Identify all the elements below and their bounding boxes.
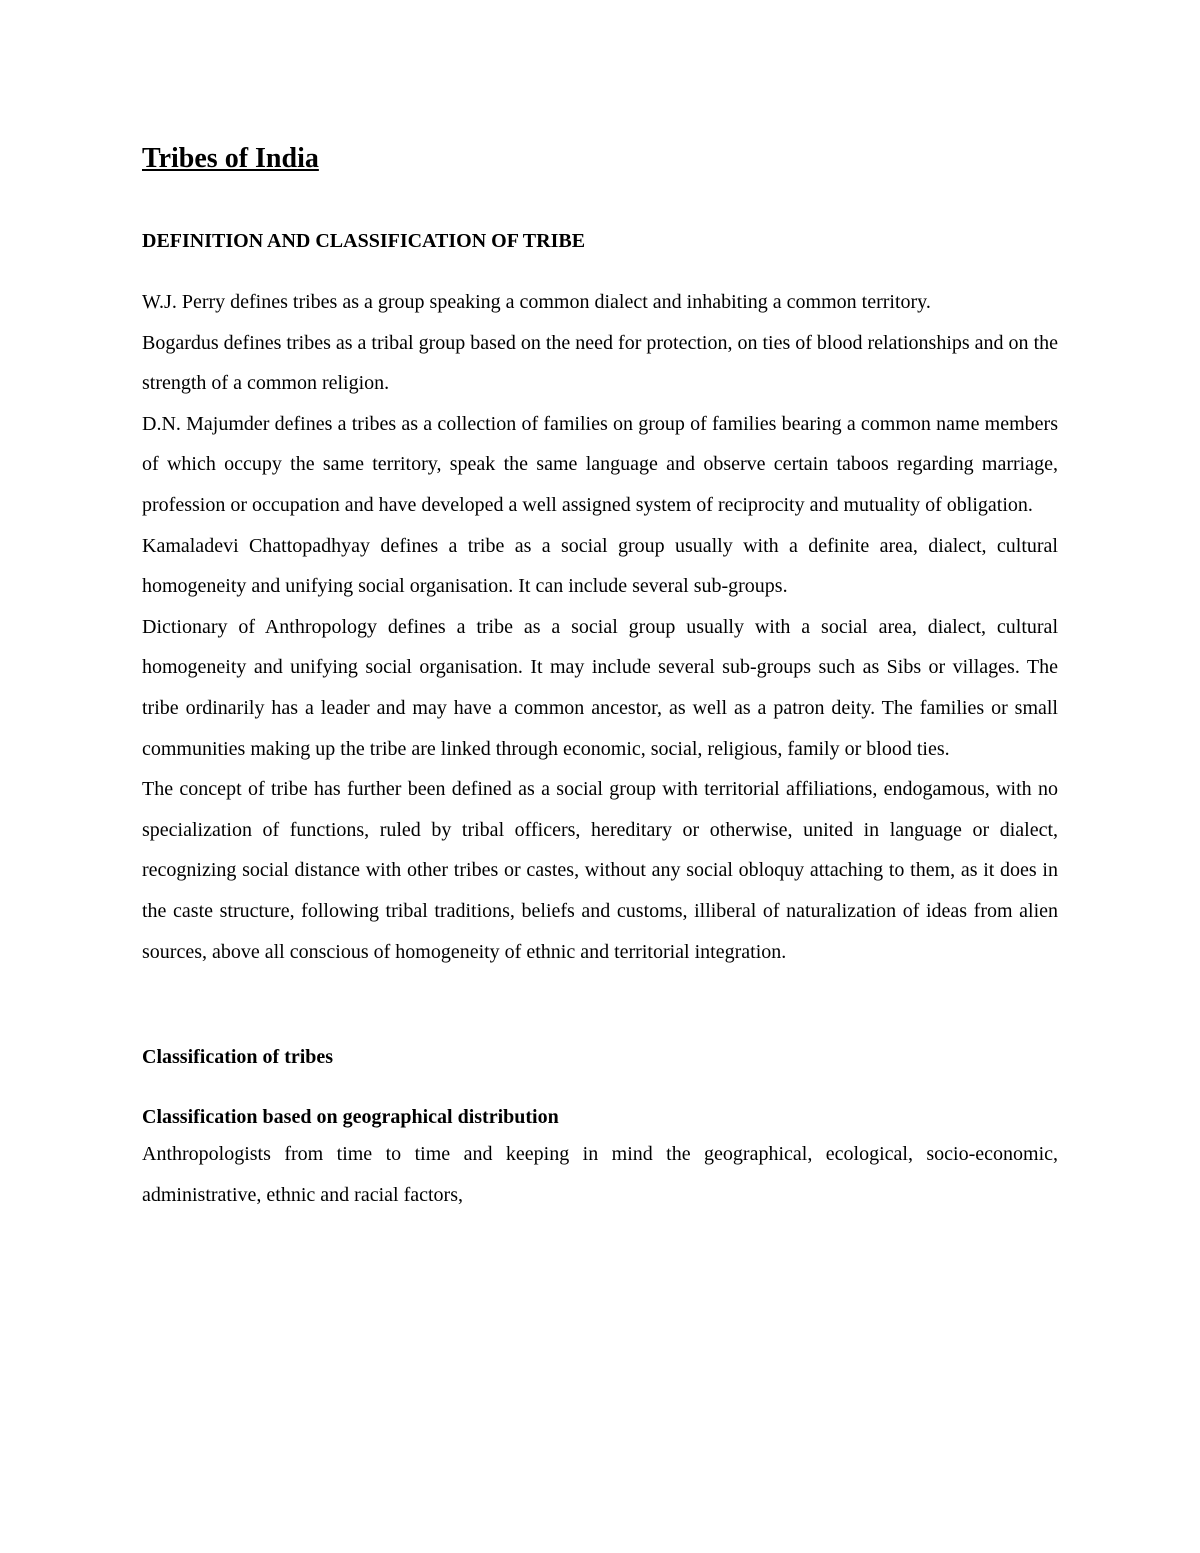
- section-heading-definition: DEFINITION AND CLASSIFICATION OF TRIBE: [142, 230, 586, 252]
- paragraph-bogardus: Bogardus defines tribes as a tribal group based on the need for protection, on ties of blood relationships and on the strength of a common religion.: [142, 331, 1058, 395]
- classification-heading: Classification of tribes: [142, 1046, 334, 1069]
- paragraph-majumder: D.N. Majumder defines a tribes as a collection of families on group of families bearing a common name members of which occupy the same territory, speak the same language and observe certain taboos regarding marriage, profession or occupation and have developed a well assigned system of reciprocity and mutuality of obligation.: [142, 412, 1058, 516]
- paragraph-chattopadhyay: Kamaladevi Chattopadhyay defines a tribe as a social group usually with a definite area, dialect, cultural homogeneity and unifying social organisation. It can include several sub-groups.: [142, 534, 1058, 598]
- paragraph-perry: W.J. Perry defines tribes as a group speaking a common dialect and inhabiting a common territory.: [142, 291, 931, 313]
- spacer: [142, 972, 1058, 1042]
- spacer: [142, 1072, 1058, 1102]
- paragraph-tribe-concept: The concept of tribe has further been defined as a social group with territorial affiliations, endogamous, with no specialization of functions, ruled by tribal officers, hereditary or otherwise, united in language or dialect, recognizing social distance with other tribes or castes, without any social obloquy attaching to them, as it does in the caste structure, following tribal traditions, beliefs and customs, illiberal of naturalization of ideas from alien sources, above all conscious of homogeneity of ethnic and territorial integration.: [142, 778, 1058, 963]
- paragraph-geo-classification: Anthropologists from time to time and keeping in mind the geographical, ecological, socio-economic, administrative, ethnic and racial factors,: [142, 1143, 1058, 1206]
- page-title: Tribes of India: [142, 143, 319, 174]
- paragraph-dictionary-anthropology: Dictionary of Anthropology defines a tribe as a social group usually with a social area, dialect, cultural homogeneity and unifying social organisation. It may include several sub-groups such as Sibs or villages. The tribe ordinarily has a leader and may have a common ancestor, as well as a patron deity. The families or small communities making up the tribe are linked through economic, social, religious, family or blood ties.: [142, 615, 1058, 760]
- document-page: [142, 140, 1058, 1215]
- geo-classification-heading: Classification based on geographical distribution: [142, 1106, 559, 1129]
